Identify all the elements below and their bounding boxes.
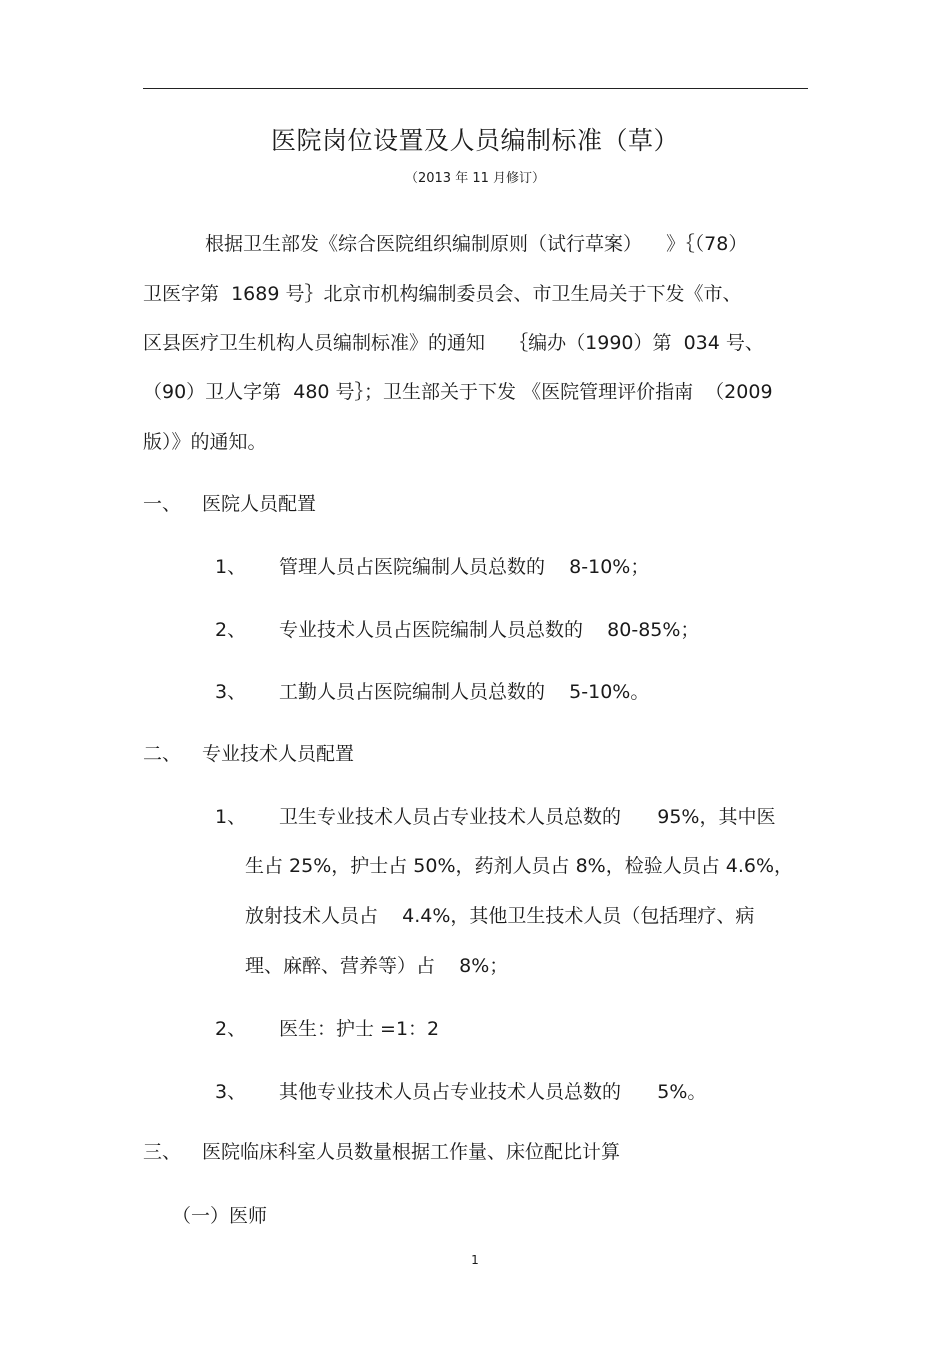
intro-line: 版）》的通知。 [143, 431, 267, 453]
list-item: 卫生专业技术人员占专业技术人员总数的 95%，其中医 [279, 806, 776, 828]
subsection-heading: （一）医师 [172, 1205, 268, 1227]
list-item-number: 2、 [215, 1018, 247, 1040]
list-item-number: 1、 [215, 806, 247, 828]
header-rule [143, 88, 808, 89]
section-heading: 医院人员配置 [202, 493, 317, 515]
list-item-number: 3、 [215, 1081, 247, 1103]
intro-line: 卫医字第 1689 号｝北京市机构编制委员会、市卫生局关于下发《市、 [143, 283, 742, 305]
document-subtitle: （2013 年 11 月修订） [404, 171, 546, 186]
intro-line: 区县医疗卫生机构人员编制标准》的通知 ｛编办（1990）第 034 号、 [143, 332, 764, 354]
intro-line: （90）卫人字第 480 号｝；卫生部关于下发 《医院管理评价指南 （2009 [143, 381, 773, 403]
section-heading: 医院临床科室人员数量根据工作量、床位配比计算 [202, 1141, 621, 1163]
list-item-continuation: 放射技术人员占 4.4%，其他卫生技术人员（包括理疗、病 [245, 905, 755, 927]
list-item-continuation: 理、麻醉、营养等）占 8%； [245, 955, 509, 977]
section-number: 一、 [143, 493, 182, 515]
list-item-continuation: 生占 25%，护士占 50%，药剂人员占 8%，检验人员占 4.6%， [245, 855, 794, 877]
section-number: 二、 [143, 743, 182, 765]
list-item: 专业技术人员占医院编制人员总数的 80-85%； [279, 619, 700, 641]
intro-line: 根据卫生部发《综合医院组织编制原则（试行草案） 》｛（78） [205, 233, 748, 255]
list-item: 工勤人员占医院编制人员总数的 5-10%。 [279, 681, 650, 703]
section-heading: 专业技术人员配置 [202, 743, 355, 765]
list-item-number: 3、 [215, 681, 247, 703]
list-item-number: 1、 [215, 556, 247, 578]
document-title: 医院岗位设置及人员编制标准（草） [270, 126, 679, 155]
section-number: 三、 [143, 1141, 182, 1163]
list-item: 医生：护士 =1：2 [279, 1018, 440, 1040]
page-number: 1 [471, 1253, 479, 1267]
list-item: 其他专业技术人员占专业技术人员总数的 5%。 [279, 1081, 707, 1103]
list-item: 管理人员占医院编制人员总数的 8-10%； [279, 556, 650, 578]
list-item-number: 2、 [215, 619, 247, 641]
